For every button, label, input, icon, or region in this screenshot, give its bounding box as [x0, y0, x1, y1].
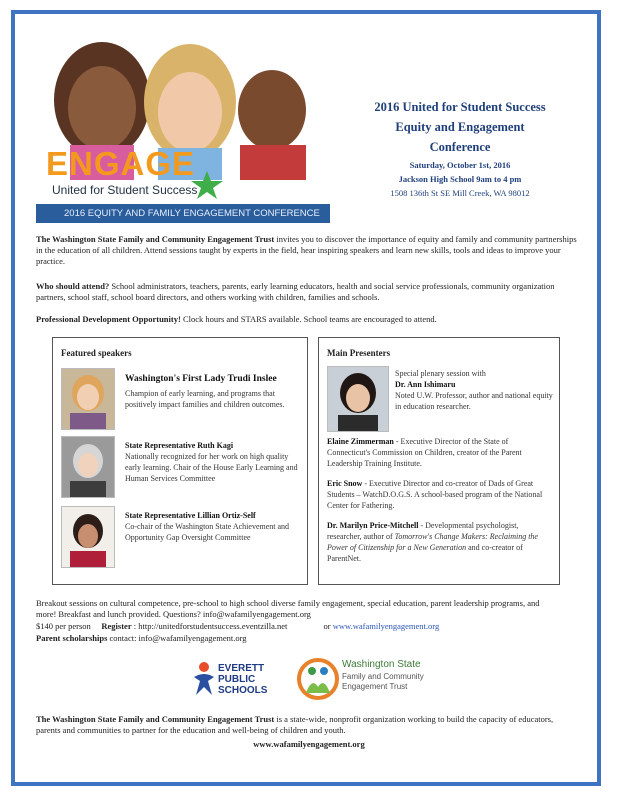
speaker-2-desc: Nationally recognized for her work on high quality early learning. Chair of the House Early Learning and Human Services Committee [125, 452, 298, 483]
title-line-1: 2016 United for Student Success [374, 100, 546, 114]
title-line-2: Equity and Engagement [395, 120, 525, 134]
family-circle-icon [296, 657, 340, 701]
speaker-2-role: State Representative Ruth Kagi [125, 441, 234, 450]
footer-paragraph [36, 714, 556, 736]
speaker-1-name: Washington's First Lady Trudi Inslee [125, 374, 277, 384]
event-date: Saturday, October 1st, 2016 [409, 160, 511, 170]
speaker-3-desc: Co-chair of the Washington State Achievement and Opportunity Gap Oversight Committee [125, 522, 290, 542]
scholarship-line [36, 633, 556, 644]
attend-paragraph [36, 281, 584, 303]
main-presenters-box [318, 337, 560, 585]
wa-logo-line3: Engagement Trust [342, 682, 408, 691]
speaker-photo-kagi [61, 436, 115, 498]
footer-org: The Washington State Family and Community Engagement Trust [36, 714, 275, 724]
everett-logo [190, 655, 275, 703]
attend-text: School administrators, teachers, parents, early learning educators, health and social service professionals, community organization partners, school staff, school board directors, and others working with children, families and schools. [36, 281, 555, 302]
register-link[interactable]: : http://unitedforstudentsuccess.eventzilla.net [133, 621, 288, 631]
intro-paragraph [36, 234, 584, 267]
presenter-2: Elaine Zimmerman - Executive Director of the State of Connecticut's Commission on Children, creator of the Parent Leadership Training Institute. [327, 437, 522, 468]
price: $140 per person [36, 621, 91, 631]
presenter-1-desc: Noted U.W. Professor, author and national equity in education researcher. [395, 391, 553, 411]
attend-label: Who should attend? [36, 281, 110, 291]
speaker-3-role: State Representative Lillian Ortiz-Self [125, 511, 256, 520]
featured-heading: Featured speakers [61, 348, 132, 358]
everett-logo-text: EVERETT PUBLIC SCHOOLS [218, 663, 268, 696]
presenter-1-name: Dr. Ann Ishimaru [395, 380, 456, 389]
event-address: 1508 136th St SE Mill Creek, WA 98012 [390, 188, 530, 198]
engage-logo-word: ENGAGE [46, 145, 196, 182]
title-line-3: Conference [429, 140, 491, 154]
register-line [36, 621, 556, 632]
featured-speakers-box [52, 337, 308, 585]
presenter-4: Dr. Marilyn Price-Mitchell - Developmental psychologist, researcher, author of Tomorrow's Change Makers: Reclaiming the Power of Citizenship for a New Generation and co-creator of ParentNet. [327, 521, 538, 563]
scholarship-label: Parent scholarships [36, 633, 108, 643]
wa-logo-line2: Family and Community [342, 672, 424, 681]
speaker-photo-inslee [61, 368, 115, 430]
breakout-text: Breakout sessions on cultural competence, pre-school to high school diverse family engagement, special education, parent leadership programs, and more! Breakfast and lunch provided. Questions? info@wafamilyengagement.org [36, 598, 540, 619]
speaker-photo-ortiz-self [61, 506, 115, 568]
presenter-photo-ishimaru [327, 366, 389, 432]
event-venue: Jackson High School 9am to 4 pm [398, 174, 522, 184]
wa-logo-line1: Washington State [342, 659, 421, 670]
pd-label: Professional Development Opportunity! [36, 314, 181, 324]
engage-tagline: United for Student Success [52, 183, 198, 197]
intro-org: The Washington State Family and Community Engagement Trust [36, 234, 275, 244]
scholarship-contact: contact: info@wafamilyengagement.org [107, 633, 247, 643]
everett-figure-icon [190, 661, 216, 697]
or-text: or [323, 621, 331, 631]
intro-text: invites you to discover the importance of equity and family and community partnerships in the education of all children. Attend sessions taught by experts in the field, hear inspiring speakers and learn new skills, tools and ideas to improve your practice. [36, 234, 577, 266]
presenter-3: Eric Snow - Executive Director and co-creator of Dads of Great Students – WatchD.O.G.S. A school-based program of the National Center for Fathering. [327, 479, 543, 510]
alt-website-link[interactable]: www.wafamilyengagement.org [332, 621, 440, 631]
footer-website[interactable]: www.wafamilyengagement.org [253, 739, 365, 749]
pd-text: Clock hours and STARS available. School teams are encouraged to attend. [180, 314, 437, 324]
wa-trust-logo [296, 655, 436, 703]
star-icon [190, 170, 224, 200]
presenters-heading: Main Presenters [327, 348, 391, 358]
presenter-1-intro: Special plenary session with [395, 369, 486, 378]
speaker-1-desc: Champion of early learning, and programs that positively impact families and children outcomes. [125, 389, 285, 409]
conference-banner: 2016 EQUITY AND FAMILY ENGAGEMENT CONFERENCE [36, 204, 330, 223]
pd-paragraph [36, 314, 584, 325]
footer-text: is a state-wide, nonprofit organization working to build the capacity of educators, parents and communities to partner for the education and well-being of children and youth. [36, 714, 554, 735]
register-label: Register [101, 621, 132, 631]
